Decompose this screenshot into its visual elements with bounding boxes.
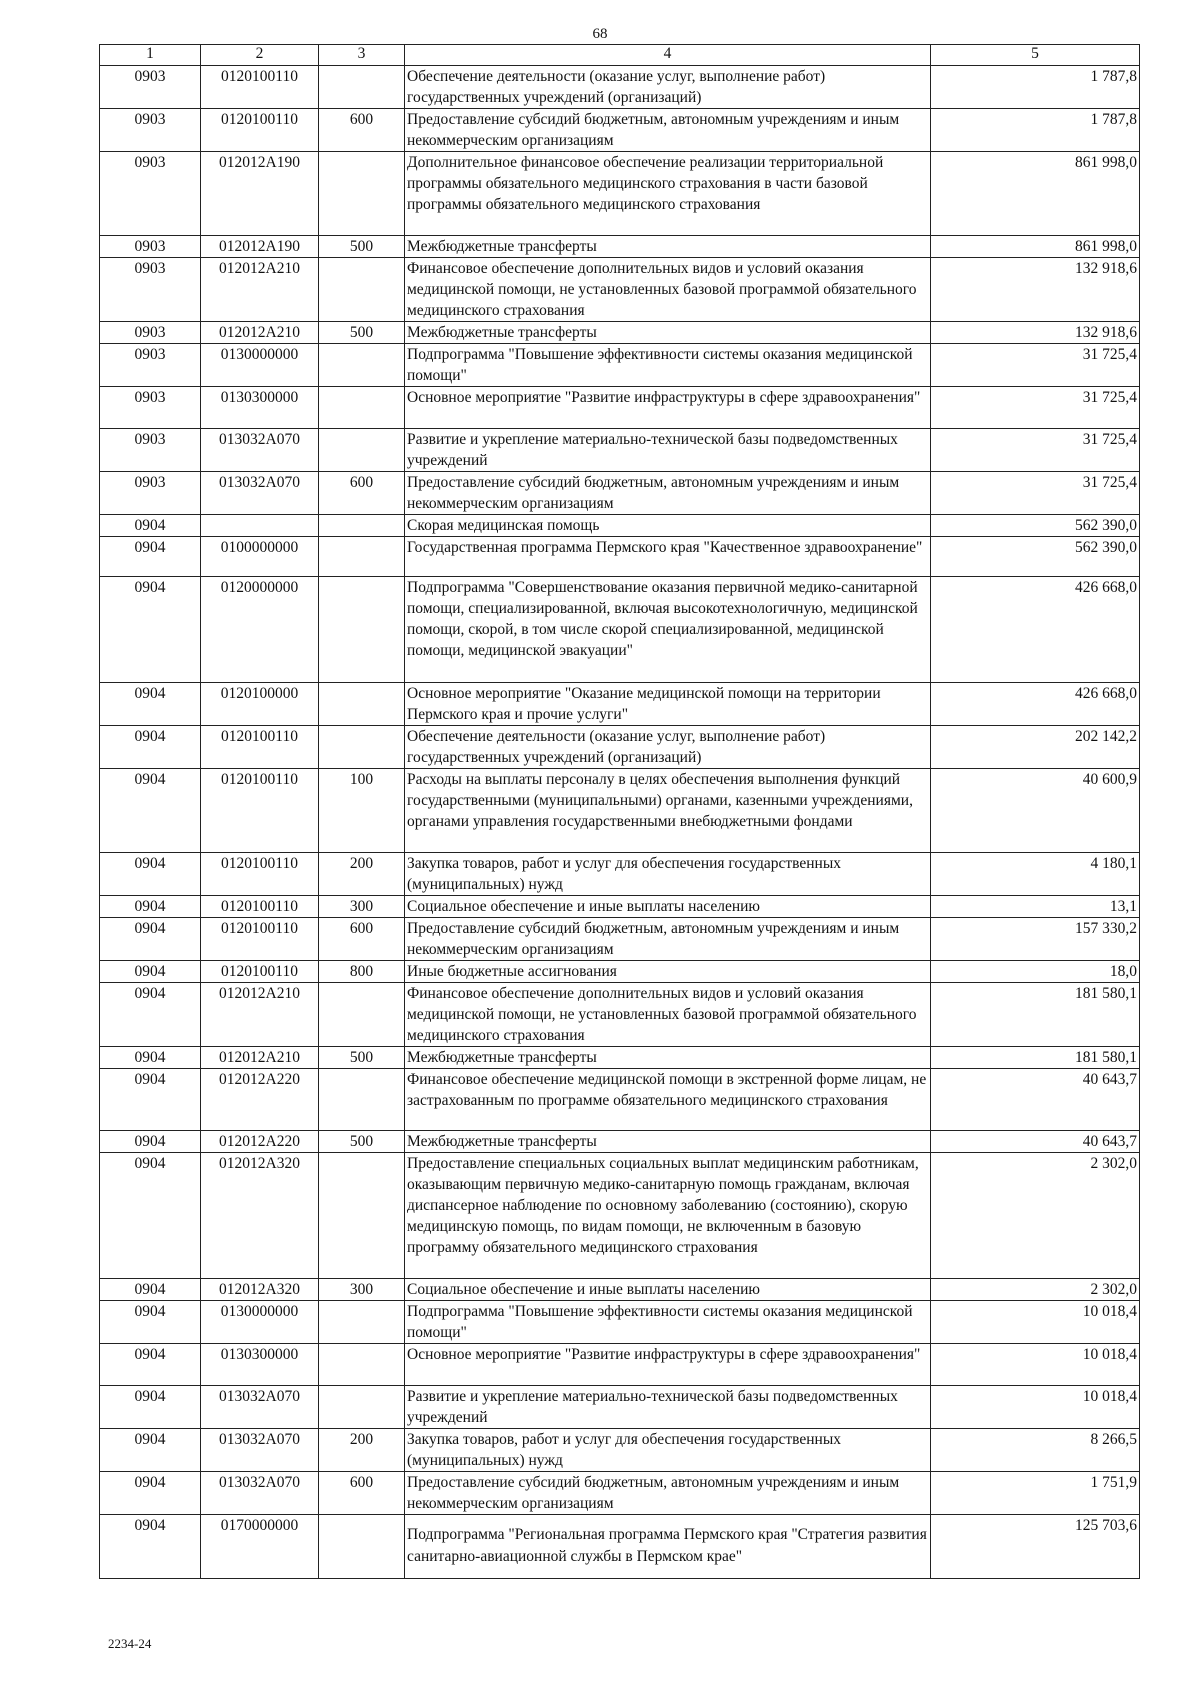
expense-type-cell (319, 726, 405, 769)
target-article-cell: 0120100110 (201, 896, 319, 918)
expense-type-cell: 500 (319, 1047, 405, 1069)
table-row (100, 258, 1140, 322)
column-header-4: 4 (405, 45, 931, 66)
section-code-cell: 0904 (100, 1131, 201, 1153)
table-row (100, 918, 1140, 961)
amount-cell: 40 643,7 (931, 1131, 1140, 1153)
description-cell: Развитие и укрепление материально-технической базы подведомственных учреждений (405, 429, 931, 472)
target-article-cell: 0120100110 (201, 853, 319, 896)
description-cell: Социальное обеспечение и иные выплаты населению (405, 896, 931, 918)
section-code-cell: 0904 (100, 537, 201, 577)
target-article-cell: 013032А070 (201, 1429, 319, 1472)
page-number: 68 (592, 26, 608, 42)
description-cell: Обеспечение деятельности (оказание услуг, выполнение работ) государственных учреждений (организаций) (405, 66, 931, 109)
amount-cell: 40 600,9 (931, 769, 1140, 853)
expense-type-cell (319, 983, 405, 1047)
target-article-cell: 0130000000 (201, 344, 319, 387)
description-cell: Предоставление специальных социальных выплат медицинским работникам, оказывающим первичную медико-санитарную помощь гражданам, включая диспансерное наблюдение по основному заболеванию (состоянию), скорую медицинскую помощь, по видам помощи, не включенным в базовую программу обязательного медицинского страхования (405, 1153, 931, 1279)
amount-cell: 40 643,7 (931, 1069, 1140, 1131)
amount-cell: 125 703,6 (931, 1515, 1140, 1579)
description-cell: Предоставление субсидий бюджетным, автономным учреждениям и иным некоммерческим организациям (405, 472, 931, 515)
section-code-cell: 0904 (100, 1069, 201, 1131)
table-body (100, 66, 1140, 1579)
table-row (100, 1047, 1140, 1069)
section-code-cell: 0903 (100, 236, 201, 258)
amount-cell: 181 580,1 (931, 983, 1140, 1047)
description-cell: Подпрограмма "Совершенствование оказания первичной медико-санитарной помощи, специализированной, включая высокотехнологичную, медицинской помощи, скорой, в том числе скорой специализированной, медицинской помощи, медицинской эвакуации" (405, 577, 931, 683)
table-row (100, 1131, 1140, 1153)
expense-type-cell: 600 (319, 472, 405, 515)
expense-type-cell: 500 (319, 1131, 405, 1153)
table-row (100, 1386, 1140, 1429)
target-article-cell: 0130300000 (201, 387, 319, 429)
target-article-cell: 012012А210 (201, 322, 319, 344)
description-cell: Основное мероприятие "Оказание медицинской помощи на территории Пермского края и прочие услуги" (405, 683, 931, 726)
expense-type-cell: 600 (319, 109, 405, 152)
section-code-cell: 0904 (100, 726, 201, 769)
description-cell: Социальное обеспечение и иные выплаты населению (405, 1279, 931, 1301)
target-article-cell: 012012А320 (201, 1279, 319, 1301)
amount-cell: 1 751,9 (931, 1472, 1140, 1515)
target-article-cell: 012012А220 (201, 1069, 319, 1131)
table-row (100, 1279, 1140, 1301)
column-header-3: 3 (319, 45, 405, 66)
amount-cell: 562 390,0 (931, 515, 1140, 537)
section-code-cell: 0904 (100, 918, 201, 961)
table-row (100, 769, 1140, 853)
amount-cell: 10 018,4 (931, 1386, 1140, 1429)
amount-cell: 562 390,0 (931, 537, 1140, 577)
section-code-cell: 0904 (100, 1515, 201, 1579)
section-code-cell: 0904 (100, 983, 201, 1047)
target-article-cell: 013032А070 (201, 472, 319, 515)
description-cell: Финансовое обеспечение медицинской помощи в экстренной форме лицам, не застрахованным по программе обязательного медицинского страхования (405, 1069, 931, 1131)
section-code-cell: 0903 (100, 152, 201, 236)
column-header-5: 5 (931, 45, 1140, 66)
section-code-cell: 0903 (100, 322, 201, 344)
amount-cell: 31 725,4 (931, 429, 1140, 472)
section-code-cell: 0903 (100, 472, 201, 515)
table-row (100, 1472, 1140, 1515)
table-row (100, 896, 1140, 918)
section-code-cell: 0904 (100, 1472, 201, 1515)
target-article-cell: 012012А210 (201, 1047, 319, 1069)
column-header-1: 1 (100, 45, 201, 66)
expense-type-cell (319, 258, 405, 322)
description-cell: Подпрограмма "Повышение эффективности системы оказания медицинской помощи" (405, 1301, 931, 1344)
expense-type-cell (319, 1344, 405, 1386)
target-article-cell: 012012А220 (201, 1131, 319, 1153)
amount-cell: 31 725,4 (931, 387, 1140, 429)
description-cell: Дополнительное финансовое обеспечение реализации территориальной программы обязательного медицинского страхования в части базовой программы обязательного медицинского страхования (405, 152, 931, 236)
description-cell: Скорая медицинская помощь (405, 515, 931, 537)
amount-cell: 4 180,1 (931, 853, 1140, 896)
amount-cell: 132 918,6 (931, 258, 1140, 322)
target-article-cell (201, 515, 319, 537)
expense-type-cell (319, 577, 405, 683)
target-article-cell: 0130000000 (201, 1301, 319, 1344)
table-row (100, 387, 1140, 429)
table-row (100, 683, 1140, 726)
amount-cell: 2 302,0 (931, 1279, 1140, 1301)
target-article-cell: 012012А210 (201, 983, 319, 1047)
section-code-cell: 0903 (100, 109, 201, 152)
table-row (100, 1069, 1140, 1131)
table-row (100, 66, 1140, 109)
expense-type-cell: 200 (319, 1429, 405, 1472)
table-row (100, 109, 1140, 152)
target-article-cell: 0120100110 (201, 918, 319, 961)
description-cell: Закупка товаров, работ и услуг для обеспечения государственных (муниципальных) нужд (405, 853, 931, 896)
expense-type-cell (319, 537, 405, 577)
target-article-cell: 012012А320 (201, 1153, 319, 1279)
amount-cell: 2 302,0 (931, 1153, 1140, 1279)
expense-type-cell (319, 387, 405, 429)
table-row (100, 537, 1140, 577)
section-code-cell: 0904 (100, 1429, 201, 1472)
target-article-cell: 0130300000 (201, 1344, 319, 1386)
expense-type-cell (319, 152, 405, 236)
amount-cell: 202 142,2 (931, 726, 1140, 769)
table-row (100, 1301, 1140, 1344)
amount-cell: 861 998,0 (931, 236, 1140, 258)
description-cell: Предоставление субсидий бюджетным, автономным учреждениям и иным некоммерческим организациям (405, 918, 931, 961)
amount-cell: 157 330,2 (931, 918, 1140, 961)
expense-type-cell: 500 (319, 236, 405, 258)
section-code-cell: 0904 (100, 1047, 201, 1069)
document-code: 2234-24 (108, 1636, 152, 1651)
amount-cell: 10 018,4 (931, 1344, 1140, 1386)
expense-type-cell (319, 1301, 405, 1344)
expense-type-cell (319, 683, 405, 726)
description-cell: Обеспечение деятельности (оказание услуг, выполнение работ) государственных учреждений (организаций) (405, 726, 931, 769)
table-row (100, 1344, 1140, 1386)
expense-type-cell (319, 1515, 405, 1579)
section-code-cell: 0903 (100, 258, 201, 322)
description-cell: Основное мероприятие "Развитие инфраструктуры в сфере здравоохранения" (405, 387, 931, 429)
target-article-cell: 0170000000 (201, 1515, 319, 1579)
description-cell: Подпрограмма "Региональная программа Пермского края "Стратегия развития санитарно-авиационной службы в Пермском крае" (405, 1515, 931, 1579)
expense-type-cell: 200 (319, 853, 405, 896)
amount-cell: 861 998,0 (931, 152, 1140, 236)
expense-type-cell: 600 (319, 1472, 405, 1515)
amount-cell: 1 787,8 (931, 66, 1140, 109)
table-row (100, 515, 1140, 537)
expense-type-cell: 600 (319, 918, 405, 961)
table-row (100, 472, 1140, 515)
section-code-cell: 0903 (100, 66, 201, 109)
table-row (100, 853, 1140, 896)
expense-type-cell (319, 1069, 405, 1131)
description-cell: Расходы на выплаты персоналу в целях обеспечения выполнения функций государственными (муниципальными) органами, казенными учреждениями, органами управления государственными внебюджетными фондами (405, 769, 931, 853)
section-code-cell: 0904 (100, 683, 201, 726)
section-code-cell: 0904 (100, 853, 201, 896)
target-article-cell: 0120100110 (201, 961, 319, 983)
expense-type-cell: 100 (319, 769, 405, 853)
amount-cell: 18,0 (931, 961, 1140, 983)
target-article-cell: 0120100000 (201, 683, 319, 726)
column-header-2: 2 (201, 45, 319, 66)
amount-cell: 13,1 (931, 896, 1140, 918)
amount-cell: 181 580,1 (931, 1047, 1140, 1069)
target-article-cell: 012012А190 (201, 152, 319, 236)
table-row (100, 983, 1140, 1047)
expense-type-cell (319, 515, 405, 537)
section-code-cell: 0904 (100, 1301, 201, 1344)
target-article-cell: 012012А190 (201, 236, 319, 258)
section-code-cell: 0904 (100, 1344, 201, 1386)
amount-cell: 1 787,8 (931, 109, 1140, 152)
expense-type-cell (319, 66, 405, 109)
description-cell: Закупка товаров, работ и услуг для обеспечения государственных (муниципальных) нужд (405, 1429, 931, 1472)
description-cell: Предоставление субсидий бюджетным, автономным учреждениям и иным некоммерческим организациям (405, 1472, 931, 1515)
section-code-cell: 0904 (100, 577, 201, 683)
description-cell: Подпрограмма "Повышение эффективности системы оказания медицинской помощи" (405, 344, 931, 387)
table-row (100, 344, 1140, 387)
target-article-cell: 012012А210 (201, 258, 319, 322)
amount-cell: 8 266,5 (931, 1429, 1140, 1472)
target-article-cell: 0120100110 (201, 66, 319, 109)
target-article-cell: 013032А070 (201, 1386, 319, 1429)
section-code-cell: 0904 (100, 515, 201, 537)
section-code-cell: 0904 (100, 769, 201, 853)
description-cell: Финансовое обеспечение дополнительных видов и условий оказания медицинской помощи, не установленных базовой программой обязательного медицинского страхования (405, 983, 931, 1047)
table-row (100, 1153, 1140, 1279)
amount-cell: 132 918,6 (931, 322, 1140, 344)
table-header-row (100, 45, 1140, 66)
table-row (100, 577, 1140, 683)
description-cell: Государственная программа Пермского края "Качественное здравоохранение" (405, 537, 931, 577)
expense-type-cell: 800 (319, 961, 405, 983)
description-cell: Развитие и укрепление материально-технической базы подведомственных учреждений (405, 1386, 931, 1429)
amount-cell: 31 725,4 (931, 344, 1140, 387)
amount-cell: 31 725,4 (931, 472, 1140, 515)
description-cell: Иные бюджетные ассигнования (405, 961, 931, 983)
table-row (100, 429, 1140, 472)
target-article-cell: 0100000000 (201, 537, 319, 577)
target-article-cell: 0120100110 (201, 726, 319, 769)
expense-type-cell (319, 1386, 405, 1429)
expense-type-cell: 500 (319, 322, 405, 344)
description-cell: Межбюджетные трансферты (405, 236, 931, 258)
amount-cell: 426 668,0 (931, 577, 1140, 683)
target-article-cell: 013032А070 (201, 1472, 319, 1515)
section-code-cell: 0904 (100, 1386, 201, 1429)
expense-type-cell (319, 429, 405, 472)
budget-table (99, 44, 1140, 1579)
table-row (100, 726, 1140, 769)
description-cell: Предоставление субсидий бюджетным, автономным учреждениям и иным некоммерческим организациям (405, 109, 931, 152)
amount-cell: 426 668,0 (931, 683, 1140, 726)
section-code-cell: 0904 (100, 1153, 201, 1279)
expense-type-cell (319, 344, 405, 387)
description-cell: Межбюджетные трансферты (405, 322, 931, 344)
expense-type-cell: 300 (319, 896, 405, 918)
description-cell: Межбюджетные трансферты (405, 1047, 931, 1069)
target-article-cell: 0120000000 (201, 577, 319, 683)
table-row (100, 236, 1140, 258)
table-row (100, 322, 1140, 344)
expense-type-cell: 300 (319, 1279, 405, 1301)
target-article-cell: 0120100110 (201, 109, 319, 152)
section-code-cell: 0903 (100, 429, 201, 472)
amount-cell: 10 018,4 (931, 1301, 1140, 1344)
section-code-cell: 0903 (100, 344, 201, 387)
section-code-cell: 0903 (100, 387, 201, 429)
section-code-cell: 0904 (100, 896, 201, 918)
section-code-cell: 0904 (100, 1279, 201, 1301)
description-cell: Основное мероприятие "Развитие инфраструктуры в сфере здравоохранения" (405, 1344, 931, 1386)
table-row (100, 1429, 1140, 1472)
table-row (100, 1515, 1140, 1579)
target-article-cell: 0120100110 (201, 769, 319, 853)
section-code-cell: 0904 (100, 961, 201, 983)
description-cell: Финансовое обеспечение дополнительных видов и условий оказания медицинской помощи, не установленных базовой программой обязательного медицинского страхования (405, 258, 931, 322)
description-cell: Межбюджетные трансферты (405, 1131, 931, 1153)
target-article-cell: 013032А070 (201, 429, 319, 472)
table-row (100, 961, 1140, 983)
expense-type-cell (319, 1153, 405, 1279)
table-row (100, 152, 1140, 236)
